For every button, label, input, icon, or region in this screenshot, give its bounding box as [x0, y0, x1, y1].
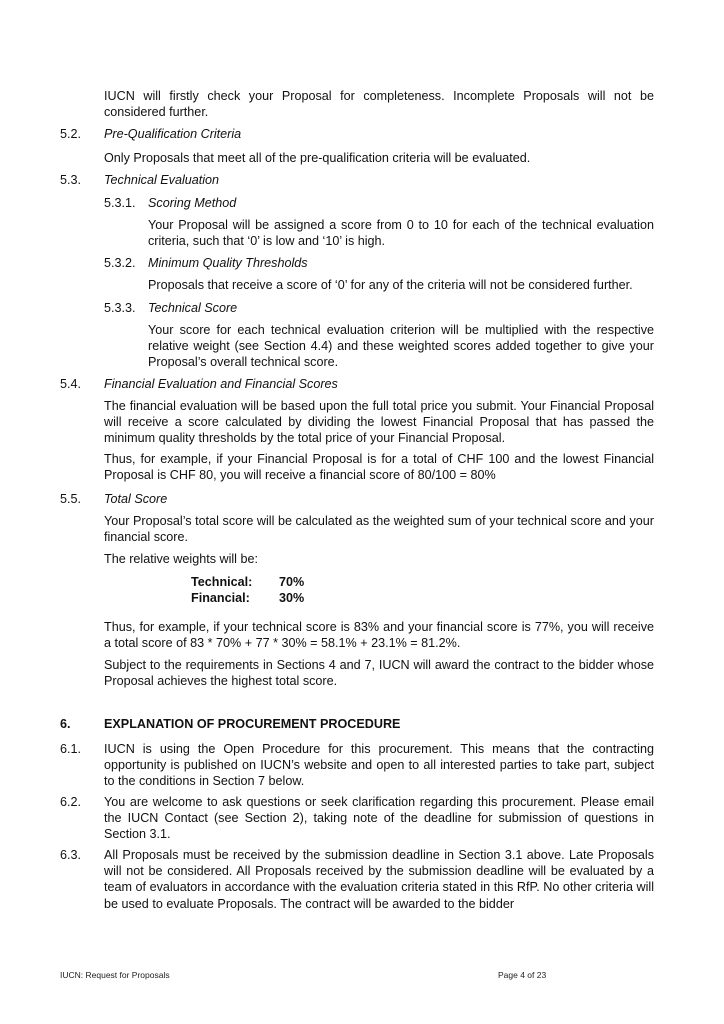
footer-page-number: Page 4 of 23: [498, 970, 547, 980]
weight-financial-value: 30%: [279, 591, 305, 605]
section-5-2-text: Only Proposals that meet all of the pre-qualification criteria will be evaluated.: [104, 151, 531, 165]
section-5-4-title: Financial Evaluation and Financial Scores: [104, 377, 338, 391]
section-6-2-text: You are welcome to ask questions or seek clarification regarding this procurement. Please email the IUCN Contact (see Section 2), taking note of the deadline for submission of questions in Section 3.1.: [104, 795, 654, 842]
section-5-4-paragraph-2: Thus, for example, if your Financial Proposal is for a total of CHF 100 and the lowest Financial Proposal is CHF 80, you will receive a financial score of 80/100 = 80%: [104, 452, 654, 483]
section-5-3-1-text: Your Proposal will be assigned a score from 0 to 10 for each of the technical evaluation criteria, such that ‘0’ is low and ‘10’ is high.: [148, 218, 654, 249]
section-5-5-paragraph-1: Your Proposal’s total score will be calculated as the weighted sum of your technical score and your financial score.: [104, 514, 654, 545]
section-5-2-title: Pre-Qualification Criteria: [104, 127, 242, 141]
section-5-3-2-title: Minimum Quality Thresholds: [148, 256, 308, 270]
section-5-3-1-title: Scoring Method: [148, 196, 237, 210]
section-5-3-3-text: Your score for each technical evaluation criterion will be multiplied with the respective relative weight (see Section 4.4) and these weighted scores added together to give your Proposal’s overall technical score.: [148, 323, 654, 370]
footer-document-title: IUCN: Request for Proposals: [60, 970, 170, 980]
weight-financial-label: Financial:: [191, 591, 250, 605]
section-5-4-number: 5.4.: [60, 377, 82, 391]
section-5-4-paragraph-1: The financial evaluation will be based upon the full total price you submit. Your Financial Proposal will receive a score calculated by dividing the lowest Financial Proposal that has passed the minimum quality thresholds by the total price of your Financial Proposal.: [104, 399, 654, 446]
section-5-3-title: Technical Evaluation: [104, 173, 220, 187]
section-6-title: EXPLANATION OF PROCUREMENT PROCEDURE: [104, 717, 401, 731]
section-6-2-number: 6.2.: [60, 795, 82, 809]
intro-paragraph: IUCN will firstly check your Proposal for completeness. Incomplete Proposals will not be considered further.: [104, 89, 654, 120]
section-5-3-1-number: 5.3.1.: [104, 196, 136, 210]
section-6-1-text: IUCN is using the Open Procedure for this procurement. This means that the contracting opportunity is published on IUCN’s website and open to all interested parties to take part, subject to the conditions in Section 7 below.: [104, 742, 654, 789]
weight-technical-label: Technical:: [191, 575, 253, 589]
section-5-3-number: 5.3.: [60, 173, 82, 187]
section-5-3-2-text: Proposals that receive a score of ‘0’ for any of the criteria will not be considered further.: [148, 278, 633, 292]
section-5-5-paragraph-2: The relative weights will be:: [104, 552, 258, 566]
section-6-3-number: 6.3.: [60, 848, 82, 862]
section-5-5-title: Total Score: [104, 492, 168, 506]
section-5-3-3-number: 5.3.3.: [104, 301, 136, 315]
section-5-3-2-number: 5.3.2.: [104, 256, 136, 270]
section-5-3-3-title: Technical Score: [148, 301, 238, 315]
section-5-5-paragraph-4: Subject to the requirements in Sections 4 and 7, IUCN will award the contract to the bidder whose Proposal achieves the highest total score.: [104, 658, 654, 689]
section-5-2-number: 5.2.: [60, 127, 82, 141]
weight-technical-value: 70%: [279, 575, 305, 589]
section-5-5-number: 5.5.: [60, 492, 82, 506]
section-5-5-paragraph-3: Thus, for example, if your technical score is 83% and your financial score is 77%, you will receive a total score of 83 * 70% + 77 * 30% = 58.1% + 23.1% = 81.2%.: [104, 620, 654, 651]
section-6-3-text: All Proposals must be received by the submission deadline in Section 3.1 above. Late Proposals will not be considered. All Proposals received by the submission deadline will be evaluated by a team of evaluators in accordance with the evaluation criteria stated in this RfP. No other criteria will be used to evaluate Proposals. The contract will be awarded to the bidder: [104, 848, 654, 911]
section-6-number: 6.: [60, 717, 71, 731]
section-6-1-number: 6.1.: [60, 742, 82, 756]
